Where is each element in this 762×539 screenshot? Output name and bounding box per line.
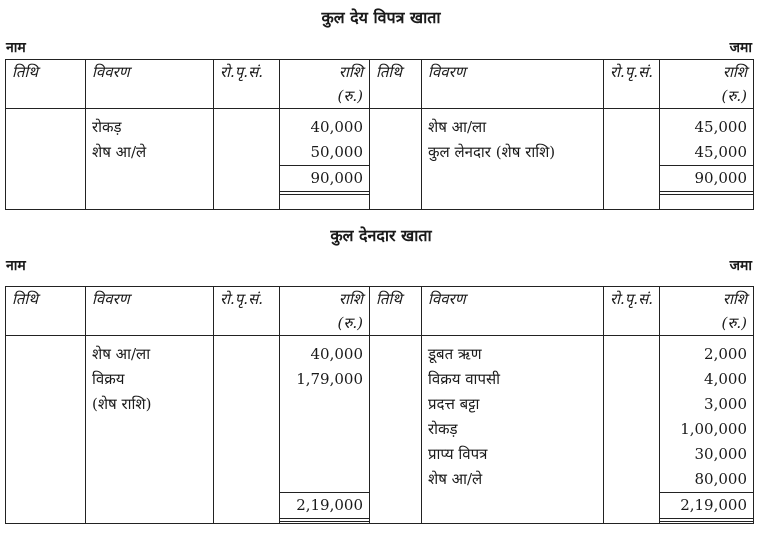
header-amount-unit: (रु.) <box>337 314 363 332</box>
particular-item: (शेष राशि) <box>92 395 152 413</box>
credit-date-cell <box>370 109 422 210</box>
table1-debit-label: नाम <box>6 40 26 56</box>
amount-item: 80,000 <box>694 470 747 488</box>
credit-amount-cell <box>660 336 754 524</box>
header-amount <box>280 287 370 336</box>
header-amount-label: राशि <box>338 63 363 81</box>
amount-item: 40,000 <box>310 345 363 363</box>
particular-item: रोकड़ <box>428 420 458 438</box>
header-amount-label: राशि <box>722 290 747 308</box>
header-amount-label: राशि <box>722 63 747 81</box>
debit-particulars-cell <box>86 336 214 524</box>
bills-payable-account-table <box>5 59 754 210</box>
amount-item: 45,000 <box>694 118 747 136</box>
particular-item: डूबत ऋण <box>428 345 482 363</box>
credit-total: 90,000 <box>660 165 753 195</box>
table2-body-row <box>6 336 754 524</box>
header-amount-label: राशि <box>338 290 363 308</box>
header-date: तिथि <box>370 287 422 336</box>
amount-spacer <box>286 417 363 442</box>
table1-title: कुल देय विपत्र खाता <box>321 8 441 27</box>
header-amount <box>660 60 754 109</box>
particular-item: रोकड़ <box>92 118 122 136</box>
amount-spacer <box>286 442 363 467</box>
header-date: तिथि <box>370 60 422 109</box>
credit-total: 2,19,000 <box>660 492 753 522</box>
amount-item: 3,000 <box>704 395 747 413</box>
header-jf: रो.पृ.सं. <box>214 60 280 109</box>
debit-date-cell <box>6 109 86 210</box>
table2-credit-label: जमा <box>729 258 752 274</box>
header-amount <box>660 287 754 336</box>
credit-date-cell <box>370 336 422 524</box>
amount-item: 4,000 <box>704 370 747 388</box>
debit-amount-cell <box>280 336 370 524</box>
amount-item: 30,000 <box>694 445 747 463</box>
header-particulars: विवरण <box>86 287 214 336</box>
header-jf: रो.पृ.सं. <box>604 287 660 336</box>
particular-item: शेष आ/ला <box>428 118 487 136</box>
header-particulars: विवरण <box>86 60 214 109</box>
particular-item: शेष आ/ले <box>428 470 483 488</box>
amount-spacer <box>286 392 363 417</box>
header-date: तिथि <box>6 287 86 336</box>
header-date: तिथि <box>6 60 86 109</box>
header-particulars: विवरण <box>422 287 604 336</box>
table1-header-row <box>6 60 754 109</box>
particular-item: शेष आ/ला <box>92 345 151 363</box>
header-amount <box>280 60 370 109</box>
particular-item: प्राप्य विपत्र <box>428 445 488 463</box>
particular-item: कुल लेनदार (शेष राशि) <box>428 143 556 161</box>
debtors-account-table <box>5 286 754 524</box>
amount-item: 2,000 <box>704 345 747 363</box>
credit-particulars-cell <box>422 109 604 210</box>
amount-item: 1,79,000 <box>296 370 363 388</box>
amount-item: 1,00,000 <box>680 420 747 438</box>
particular-item: विक्रय वापसी <box>428 370 500 388</box>
credit-jf-cell <box>604 109 660 210</box>
particular-item: विक्रय <box>92 370 125 388</box>
header-amount-unit: (रु.) <box>721 87 747 105</box>
particular-item: प्रदत्त बट्टा <box>428 395 480 413</box>
table2-debit-label: नाम <box>6 258 26 274</box>
amount-spacer <box>286 467 363 492</box>
table1-body-row <box>6 109 754 210</box>
credit-jf-cell <box>604 336 660 524</box>
header-amount-unit: (रु.) <box>721 314 747 332</box>
debit-total: 90,000 <box>280 165 369 195</box>
debit-jf-cell <box>214 336 280 524</box>
amount-item: 45,000 <box>694 143 747 161</box>
header-amount-unit: (रु.) <box>337 87 363 105</box>
debit-jf-cell <box>214 109 280 210</box>
debit-particulars-cell <box>86 109 214 210</box>
debit-amount-cell <box>280 109 370 210</box>
header-jf: रो.पृ.सं. <box>604 60 660 109</box>
credit-particulars-cell <box>422 336 604 524</box>
table2-header-row <box>6 287 754 336</box>
debit-total: 2,19,000 <box>280 492 369 522</box>
header-jf: रो.पृ.सं. <box>214 287 280 336</box>
table1-credit-label: जमा <box>729 40 752 56</box>
credit-amount-cell <box>660 109 754 210</box>
header-particulars: विवरण <box>422 60 604 109</box>
particular-item: शेष आ/ले <box>92 143 147 161</box>
debit-date-cell <box>6 336 86 524</box>
amount-item: 40,000 <box>310 118 363 136</box>
table2-title: कुल देनदार खाता <box>330 226 432 245</box>
amount-item: 50,000 <box>310 143 363 161</box>
